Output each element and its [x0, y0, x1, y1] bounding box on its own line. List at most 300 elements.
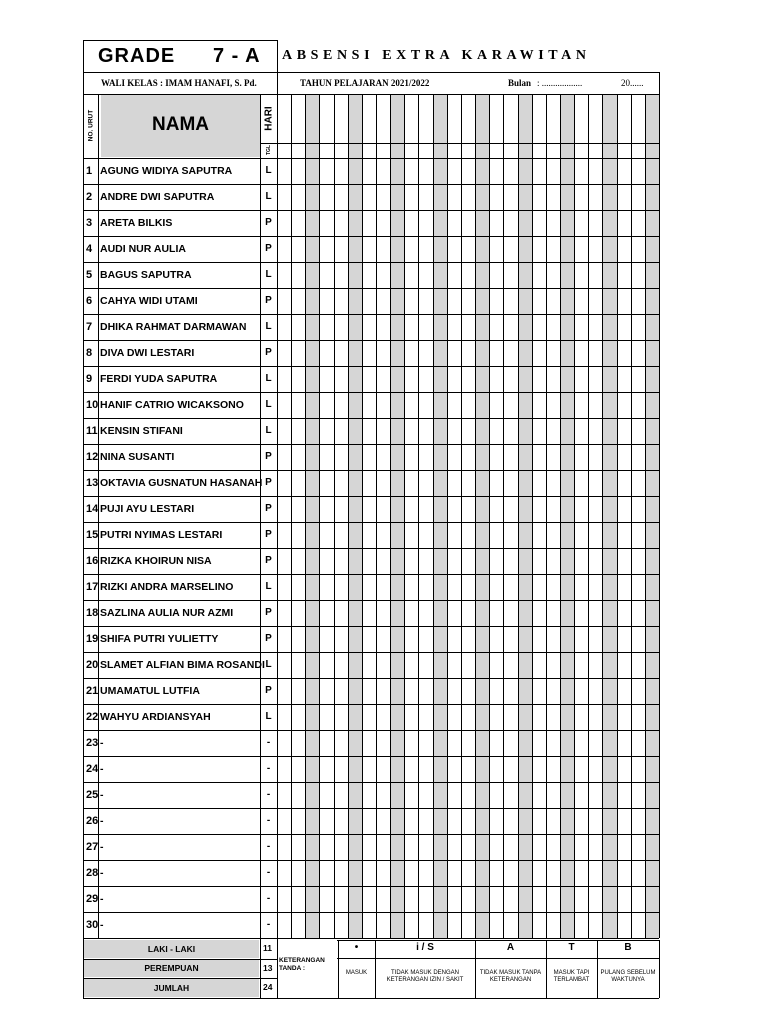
attendance-cell[interactable] [532, 704, 546, 730]
attendance-cell[interactable] [277, 704, 291, 730]
attendance-cell[interactable] [489, 886, 503, 912]
attendance-cell[interactable] [404, 392, 418, 418]
attendance-cell[interactable] [532, 808, 546, 834]
attendance-cell[interactable] [518, 366, 532, 392]
attendance-cell[interactable] [560, 392, 574, 418]
attendance-cell[interactable] [532, 600, 546, 626]
attendance-cell[interactable] [532, 366, 546, 392]
attendance-cell[interactable] [588, 626, 602, 652]
attendance-cell[interactable] [418, 834, 432, 860]
attendance-cell[interactable] [588, 470, 602, 496]
attendance-cell[interactable] [617, 314, 631, 340]
attendance-cell[interactable] [447, 184, 461, 210]
attendance-cell[interactable] [560, 210, 574, 236]
attendance-cell[interactable] [532, 574, 546, 600]
attendance-cell[interactable] [503, 756, 517, 782]
attendance-cell[interactable] [588, 808, 602, 834]
attendance-cell[interactable] [546, 912, 560, 938]
attendance-cell[interactable] [404, 340, 418, 366]
attendance-cell[interactable] [546, 730, 560, 756]
attendance-cell[interactable] [376, 912, 390, 938]
attendance-cell[interactable] [319, 704, 333, 730]
attendance-cell[interactable] [475, 600, 489, 626]
attendance-cell[interactable] [362, 314, 376, 340]
attendance-cell[interactable] [546, 496, 560, 522]
attendance-cell[interactable] [631, 548, 645, 574]
attendance-cell[interactable] [433, 678, 447, 704]
attendance-cell[interactable] [631, 834, 645, 860]
attendance-cell[interactable] [305, 340, 319, 366]
attendance-cell[interactable] [617, 262, 631, 288]
attendance-cell[interactable] [503, 704, 517, 730]
attendance-cell[interactable] [390, 366, 404, 392]
attendance-cell[interactable] [447, 808, 461, 834]
attendance-cell[interactable] [560, 782, 574, 808]
attendance-cell[interactable] [433, 496, 447, 522]
attendance-cell[interactable] [617, 184, 631, 210]
attendance-cell[interactable] [305, 652, 319, 678]
attendance-cell[interactable] [348, 730, 362, 756]
attendance-cell[interactable] [334, 782, 348, 808]
attendance-cell[interactable] [362, 184, 376, 210]
attendance-cell[interactable] [560, 262, 574, 288]
attendance-cell[interactable] [475, 158, 489, 184]
attendance-cell[interactable] [348, 600, 362, 626]
attendance-cell[interactable] [503, 366, 517, 392]
attendance-cell[interactable] [433, 626, 447, 652]
attendance-cell[interactable] [277, 782, 291, 808]
attendance-cell[interactable] [376, 366, 390, 392]
attendance-cell[interactable] [291, 626, 305, 652]
attendance-cell[interactable] [560, 678, 574, 704]
attendance-cell[interactable] [404, 470, 418, 496]
attendance-cell[interactable] [319, 574, 333, 600]
attendance-cell[interactable] [489, 288, 503, 314]
attendance-cell[interactable] [390, 184, 404, 210]
attendance-cell[interactable] [574, 574, 588, 600]
attendance-cell[interactable] [277, 184, 291, 210]
attendance-cell[interactable] [560, 548, 574, 574]
attendance-cell[interactable] [602, 158, 616, 184]
attendance-cell[interactable] [588, 574, 602, 600]
attendance-cell[interactable] [348, 912, 362, 938]
attendance-cell[interactable] [319, 834, 333, 860]
attendance-cell[interactable] [362, 626, 376, 652]
attendance-cell[interactable] [447, 860, 461, 886]
attendance-cell[interactable] [305, 418, 319, 444]
attendance-cell[interactable] [602, 704, 616, 730]
attendance-cell[interactable] [475, 808, 489, 834]
attendance-cell[interactable] [560, 522, 574, 548]
attendance-cell[interactable] [546, 652, 560, 678]
attendance-cell[interactable] [602, 288, 616, 314]
attendance-cell[interactable] [532, 392, 546, 418]
attendance-cell[interactable] [518, 860, 532, 886]
attendance-cell[interactable] [503, 626, 517, 652]
attendance-cell[interactable] [588, 782, 602, 808]
attendance-cell[interactable] [447, 522, 461, 548]
attendance-cell[interactable] [461, 470, 475, 496]
attendance-cell[interactable] [560, 912, 574, 938]
attendance-cell[interactable] [376, 652, 390, 678]
attendance-cell[interactable] [348, 548, 362, 574]
attendance-cell[interactable] [447, 782, 461, 808]
attendance-cell[interactable] [489, 678, 503, 704]
attendance-cell[interactable] [503, 860, 517, 886]
attendance-cell[interactable] [404, 626, 418, 652]
attendance-cell[interactable] [602, 652, 616, 678]
attendance-cell[interactable] [574, 262, 588, 288]
attendance-cell[interactable] [305, 236, 319, 262]
attendance-cell[interactable] [433, 834, 447, 860]
attendance-cell[interactable] [305, 704, 319, 730]
attendance-cell[interactable] [305, 470, 319, 496]
attendance-cell[interactable] [489, 834, 503, 860]
attendance-cell[interactable] [588, 236, 602, 262]
attendance-cell[interactable] [447, 444, 461, 470]
attendance-cell[interactable] [574, 756, 588, 782]
attendance-cell[interactable] [645, 574, 659, 600]
attendance-cell[interactable] [518, 574, 532, 600]
attendance-cell[interactable] [518, 912, 532, 938]
attendance-cell[interactable] [376, 704, 390, 730]
attendance-cell[interactable] [574, 834, 588, 860]
attendance-cell[interactable] [362, 704, 376, 730]
attendance-cell[interactable] [489, 626, 503, 652]
attendance-cell[interactable] [617, 574, 631, 600]
attendance-cell[interactable] [305, 444, 319, 470]
attendance-cell[interactable] [348, 756, 362, 782]
attendance-cell[interactable] [319, 496, 333, 522]
attendance-cell[interactable] [602, 626, 616, 652]
attendance-cell[interactable] [404, 782, 418, 808]
attendance-cell[interactable] [602, 496, 616, 522]
attendance-cell[interactable] [588, 288, 602, 314]
attendance-cell[interactable] [475, 340, 489, 366]
attendance-cell[interactable] [617, 782, 631, 808]
attendance-cell[interactable] [461, 782, 475, 808]
attendance-cell[interactable] [461, 392, 475, 418]
attendance-cell[interactable] [433, 704, 447, 730]
attendance-cell[interactable] [277, 158, 291, 184]
attendance-cell[interactable] [546, 548, 560, 574]
attendance-cell[interactable] [305, 912, 319, 938]
attendance-cell[interactable] [560, 704, 574, 730]
attendance-cell[interactable] [348, 860, 362, 886]
attendance-cell[interactable] [560, 340, 574, 366]
attendance-cell[interactable] [503, 262, 517, 288]
attendance-cell[interactable] [362, 600, 376, 626]
attendance-cell[interactable] [588, 886, 602, 912]
attendance-cell[interactable] [631, 496, 645, 522]
attendance-cell[interactable] [418, 236, 432, 262]
attendance-cell[interactable] [617, 704, 631, 730]
attendance-cell[interactable] [447, 470, 461, 496]
attendance-cell[interactable] [319, 418, 333, 444]
attendance-cell[interactable] [291, 808, 305, 834]
attendance-cell[interactable] [560, 418, 574, 444]
attendance-cell[interactable] [631, 418, 645, 444]
attendance-cell[interactable] [489, 912, 503, 938]
attendance-cell[interactable] [376, 808, 390, 834]
attendance-cell[interactable] [645, 496, 659, 522]
attendance-cell[interactable] [418, 678, 432, 704]
attendance-cell[interactable] [631, 288, 645, 314]
attendance-cell[interactable] [461, 600, 475, 626]
attendance-cell[interactable] [588, 392, 602, 418]
attendance-cell[interactable] [475, 392, 489, 418]
attendance-cell[interactable] [418, 184, 432, 210]
attendance-cell[interactable] [376, 678, 390, 704]
attendance-cell[interactable] [503, 834, 517, 860]
attendance-cell[interactable] [617, 496, 631, 522]
attendance-cell[interactable] [645, 366, 659, 392]
attendance-cell[interactable] [532, 288, 546, 314]
attendance-cell[interactable] [277, 912, 291, 938]
attendance-cell[interactable] [390, 418, 404, 444]
attendance-cell[interactable] [645, 418, 659, 444]
attendance-cell[interactable] [574, 470, 588, 496]
attendance-cell[interactable] [461, 236, 475, 262]
attendance-cell[interactable] [305, 756, 319, 782]
attendance-cell[interactable] [418, 262, 432, 288]
attendance-cell[interactable] [277, 418, 291, 444]
attendance-cell[interactable] [645, 392, 659, 418]
attendance-cell[interactable] [617, 236, 631, 262]
attendance-cell[interactable] [503, 730, 517, 756]
attendance-cell[interactable] [376, 392, 390, 418]
attendance-cell[interactable] [433, 158, 447, 184]
attendance-cell[interactable] [532, 782, 546, 808]
attendance-cell[interactable] [532, 496, 546, 522]
attendance-cell[interactable] [518, 158, 532, 184]
attendance-cell[interactable] [291, 262, 305, 288]
attendance-cell[interactable] [489, 184, 503, 210]
attendance-cell[interactable] [404, 262, 418, 288]
attendance-cell[interactable] [461, 340, 475, 366]
attendance-cell[interactable] [518, 522, 532, 548]
attendance-cell[interactable] [546, 288, 560, 314]
attendance-cell[interactable] [503, 782, 517, 808]
attendance-cell[interactable] [319, 860, 333, 886]
attendance-cell[interactable] [418, 626, 432, 652]
attendance-cell[interactable] [617, 912, 631, 938]
attendance-cell[interactable] [418, 652, 432, 678]
attendance-cell[interactable] [489, 210, 503, 236]
attendance-cell[interactable] [433, 444, 447, 470]
attendance-cell[interactable] [503, 236, 517, 262]
attendance-cell[interactable] [532, 340, 546, 366]
attendance-cell[interactable] [617, 678, 631, 704]
attendance-cell[interactable] [574, 236, 588, 262]
attendance-cell[interactable] [475, 262, 489, 288]
attendance-cell[interactable] [475, 626, 489, 652]
attendance-cell[interactable] [404, 236, 418, 262]
attendance-cell[interactable] [560, 184, 574, 210]
attendance-cell[interactable] [461, 678, 475, 704]
attendance-cell[interactable] [376, 340, 390, 366]
attendance-cell[interactable] [334, 236, 348, 262]
attendance-cell[interactable] [404, 288, 418, 314]
attendance-cell[interactable] [546, 782, 560, 808]
attendance-cell[interactable] [362, 548, 376, 574]
attendance-cell[interactable] [518, 288, 532, 314]
attendance-cell[interactable] [602, 262, 616, 288]
attendance-cell[interactable] [560, 366, 574, 392]
attendance-cell[interactable] [376, 756, 390, 782]
attendance-cell[interactable] [461, 912, 475, 938]
attendance-cell[interactable] [334, 470, 348, 496]
attendance-cell[interactable] [631, 678, 645, 704]
attendance-cell[interactable] [404, 704, 418, 730]
attendance-cell[interactable] [291, 756, 305, 782]
attendance-cell[interactable] [334, 808, 348, 834]
attendance-cell[interactable] [390, 262, 404, 288]
attendance-cell[interactable] [390, 444, 404, 470]
attendance-cell[interactable] [404, 860, 418, 886]
attendance-cell[interactable] [518, 262, 532, 288]
attendance-cell[interactable] [277, 652, 291, 678]
attendance-cell[interactable] [631, 704, 645, 730]
attendance-cell[interactable] [305, 860, 319, 886]
attendance-cell[interactable] [518, 184, 532, 210]
attendance-cell[interactable] [433, 808, 447, 834]
attendance-cell[interactable] [602, 314, 616, 340]
attendance-cell[interactable] [503, 340, 517, 366]
attendance-cell[interactable] [546, 158, 560, 184]
attendance-cell[interactable] [291, 496, 305, 522]
attendance-cell[interactable] [461, 808, 475, 834]
attendance-cell[interactable] [617, 366, 631, 392]
attendance-cell[interactable] [305, 548, 319, 574]
attendance-cell[interactable] [418, 886, 432, 912]
attendance-cell[interactable] [645, 730, 659, 756]
attendance-cell[interactable] [319, 288, 333, 314]
attendance-cell[interactable] [532, 548, 546, 574]
attendance-cell[interactable] [602, 366, 616, 392]
attendance-cell[interactable] [418, 756, 432, 782]
attendance-cell[interactable] [645, 548, 659, 574]
attendance-cell[interactable] [390, 236, 404, 262]
attendance-cell[interactable] [503, 548, 517, 574]
attendance-cell[interactable] [602, 730, 616, 756]
attendance-cell[interactable] [348, 574, 362, 600]
attendance-cell[interactable] [489, 158, 503, 184]
attendance-cell[interactable] [475, 236, 489, 262]
attendance-cell[interactable] [291, 158, 305, 184]
attendance-cell[interactable] [475, 704, 489, 730]
attendance-cell[interactable] [631, 626, 645, 652]
attendance-cell[interactable] [631, 860, 645, 886]
attendance-cell[interactable] [447, 678, 461, 704]
attendance-cell[interactable] [362, 444, 376, 470]
attendance-cell[interactable] [348, 288, 362, 314]
attendance-cell[interactable] [319, 210, 333, 236]
attendance-cell[interactable] [546, 678, 560, 704]
attendance-cell[interactable] [334, 184, 348, 210]
attendance-cell[interactable] [518, 782, 532, 808]
attendance-cell[interactable] [404, 444, 418, 470]
bulan-field[interactable]: : .................. [537, 78, 583, 88]
attendance-cell[interactable] [645, 808, 659, 834]
attendance-cell[interactable] [532, 210, 546, 236]
attendance-cell[interactable] [291, 522, 305, 548]
attendance-cell[interactable] [319, 886, 333, 912]
attendance-cell[interactable] [433, 392, 447, 418]
attendance-cell[interactable] [574, 340, 588, 366]
attendance-cell[interactable] [362, 210, 376, 236]
attendance-cell[interactable] [305, 678, 319, 704]
attendance-cell[interactable] [617, 730, 631, 756]
attendance-cell[interactable] [588, 210, 602, 236]
attendance-cell[interactable] [362, 730, 376, 756]
attendance-cell[interactable] [418, 860, 432, 886]
attendance-cell[interactable] [503, 600, 517, 626]
attendance-cell[interactable] [461, 496, 475, 522]
attendance-cell[interactable] [532, 626, 546, 652]
attendance-cell[interactable] [376, 548, 390, 574]
attendance-cell[interactable] [532, 678, 546, 704]
attendance-cell[interactable] [376, 574, 390, 600]
attendance-cell[interactable] [433, 600, 447, 626]
attendance-cell[interactable] [418, 808, 432, 834]
attendance-cell[interactable] [348, 834, 362, 860]
attendance-cell[interactable] [574, 626, 588, 652]
attendance-cell[interactable] [319, 730, 333, 756]
attendance-cell[interactable] [376, 210, 390, 236]
attendance-cell[interactable] [503, 418, 517, 444]
attendance-cell[interactable] [602, 236, 616, 262]
attendance-cell[interactable] [319, 340, 333, 366]
attendance-cell[interactable] [617, 522, 631, 548]
attendance-cell[interactable] [305, 158, 319, 184]
attendance-cell[interactable] [617, 756, 631, 782]
attendance-cell[interactable] [447, 886, 461, 912]
attendance-cell[interactable] [503, 522, 517, 548]
attendance-cell[interactable] [588, 678, 602, 704]
attendance-cell[interactable] [348, 210, 362, 236]
attendance-cell[interactable] [362, 288, 376, 314]
attendance-cell[interactable] [390, 730, 404, 756]
attendance-cell[interactable] [475, 470, 489, 496]
attendance-cell[interactable] [348, 444, 362, 470]
attendance-cell[interactable] [503, 288, 517, 314]
attendance-cell[interactable] [291, 548, 305, 574]
attendance-cell[interactable] [334, 210, 348, 236]
attendance-cell[interactable] [376, 522, 390, 548]
attendance-cell[interactable] [404, 548, 418, 574]
attendance-cell[interactable] [518, 886, 532, 912]
attendance-cell[interactable] [617, 886, 631, 912]
attendance-cell[interactable] [319, 444, 333, 470]
attendance-cell[interactable] [546, 314, 560, 340]
attendance-cell[interactable] [433, 522, 447, 548]
attendance-cell[interactable] [334, 886, 348, 912]
attendance-cell[interactable] [390, 600, 404, 626]
attendance-cell[interactable] [475, 210, 489, 236]
attendance-cell[interactable] [433, 366, 447, 392]
attendance-cell[interactable] [546, 626, 560, 652]
attendance-cell[interactable] [461, 184, 475, 210]
attendance-cell[interactable] [617, 652, 631, 678]
attendance-cell[interactable] [404, 496, 418, 522]
attendance-cell[interactable] [645, 912, 659, 938]
attendance-cell[interactable] [461, 652, 475, 678]
attendance-cell[interactable] [475, 756, 489, 782]
attendance-cell[interactable] [631, 652, 645, 678]
attendance-cell[interactable] [291, 184, 305, 210]
attendance-cell[interactable] [291, 314, 305, 340]
